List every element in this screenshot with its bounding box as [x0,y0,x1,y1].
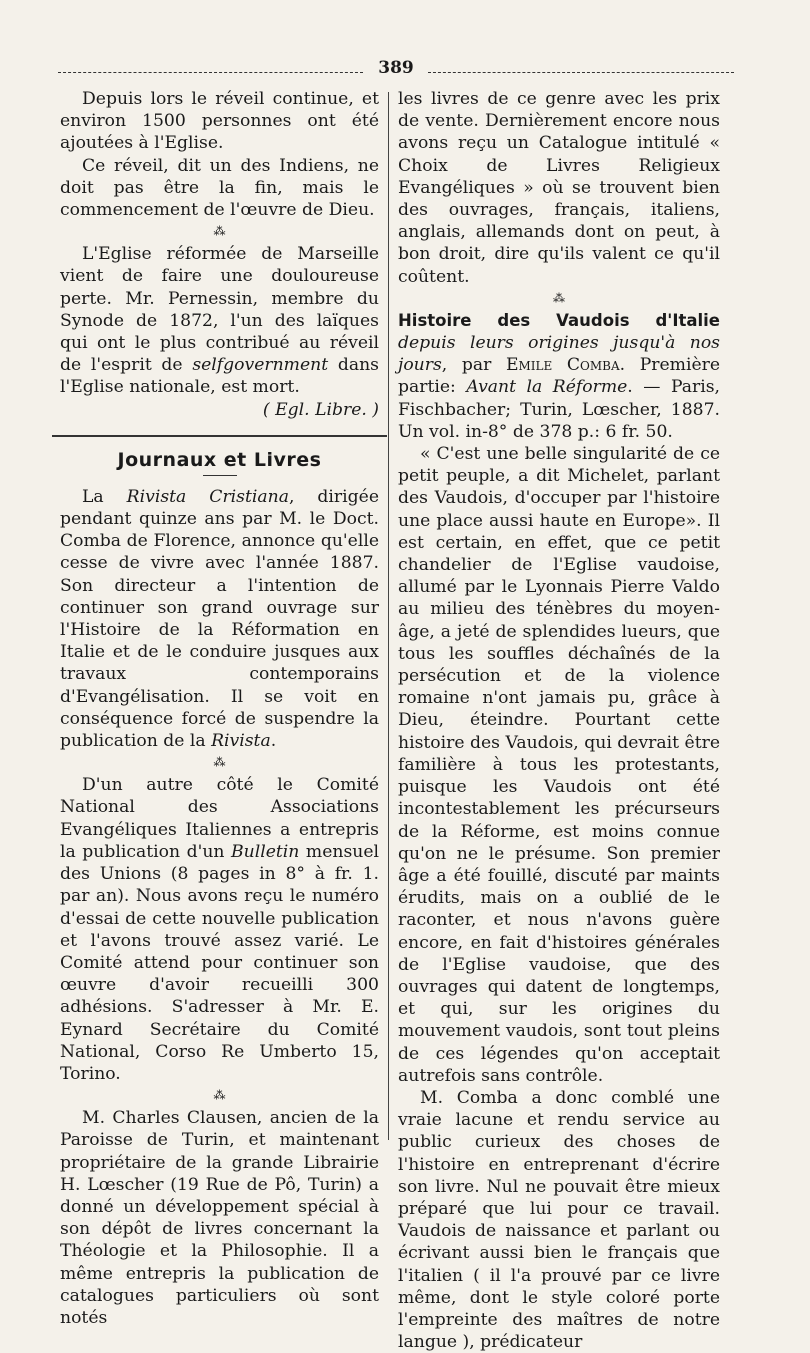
book-title: Histoire des Vaudois d'Italie [398,310,720,330]
text-segment: . [270,731,277,752]
text-segment: L'Eglise réformée de Marseille vient de faire une douloureuse perte. Mr. Pernessin, membre du Synode de 1872, l'un des laïques qui ont le plus contribué au réveil de l'esprit de [60,244,379,376]
text-segment: dans l'Eglise nationale, est mort. [60,355,379,398]
italic-title: Bulletin [231,841,300,862]
title-dash [203,475,237,476]
text-segment: , par [441,355,506,376]
book-subtitle: depuis leurs origines jusqu'à nos jours [398,333,720,376]
paragraph-rivista [60,486,379,752]
paragraph-catalogue: les livres de ce genre avec les prix de vente. Dernièrement encore nous avons reçu un Catalogue intitulé « Choix de Livres Religieux Evangéliques » où se trouvent bien des ouvrages, français, italiens, anglais, allemands dont on peut, à bon droit, dire qu'ils valent ce qu'il coûtent. [398,89,720,287]
header-rule-right [428,72,734,73]
text-segment: . — Paris, Fischbacher; Turin, Lœscher, 1887. Un vol. in-8° de 378 p.: 6 fr. 50. [398,377,721,442]
text-segment: D'un autre côté le Comité National des Associations Evangéliques Italiennes a entrepris la publication d'un [60,775,379,862]
page-header [58,58,734,80]
source-citation: ( Egl. Libre. ) [262,399,379,420]
paragraph-revival: Depuis lors le réveil continue, et environ 1500 personnes ont été ajoutées à l'Eglise. [60,89,379,154]
right-column [398,88,720,1353]
section-stars: ⁂ [213,755,226,770]
paragraph-marseille [60,243,379,398]
book-citation [398,310,720,443]
section-title: Journaux et Livres [117,448,322,471]
book-part: Avant la Réforme [466,377,628,398]
page-number: 389 [378,58,414,78]
text-segment: , dirigée pendant quinze ans par M. le Doct. Comba de Florence, annonce qu'elle cesse de vivre avec l'année 1887. Son directeur a l'intention de continuer son grand ouvrage sur l'Histoire de la Réformation en Italie et de le conduire jusques aux travaux contemporains d'Evangélisation. Il se voit en conséquence forcé de suspendre la publication de la [60,486,379,752]
italic-title: Rivista Cristiana [126,486,289,507]
book-author: Emile Comba [505,355,620,376]
italic-term: selfgovernment [192,355,329,376]
italic-title: Rivista [211,731,271,752]
paragraph-michelet: « C'est une belle singularité de ce petit peuple, a dit Michelet, parlant des Vaudois, d'occuper par l'histoire une place aussi haute en Europe». Il est certain, en effet, que ce petit chandelier de l'Eglise vaudoise, allumé par le Lyonnais Pierre Valdo au milieu des ténèbres du moyen-âge, a jeté de splendides lueurs, que tous les souffles déchaînés de la persécution et de la violence romaine n'ont jamais pu, grâce à Dieu, éteindre. Pourtant cette histoire des Vaudois, qui devrait être familière à tous les protestants, puisque les Vaudois ont été incontestablement les précurseurs de la Réforme, est moins connue qu'on ne le présume. Son premier âge a été fouillé, discuté par maints érudits, mais on a oublié de le raconter, et nous n'avons guère encore, en fait d'histoires générales de l'Eglise vaudoise, que des ouvrages qui datent de longtemps, et qui, sur les origines du mouvement vaudois, sont tout pleins de ces légendes qu'on acceptait autrefois sans contrôle. [398,444,720,1086]
paragraph-bulletin [60,774,379,1085]
header-rule-left [58,72,363,73]
text-segment: mensuel des Unions (8 pages in 8° à fr. 1. par an). Nous avons reçu le numéro d'essai de cette nouvelle publication et l'avons trouvé assez varié. Le Comité attend pour continuer son œuvre d'avoir recueilli 300 adhésions. S'adresser à Mr. E. Eynard Secrétaire du Comité National, Corso Re Umberto 15, Torino. [60,841,380,1084]
section-stars: ⁂ [213,1088,226,1103]
column-divider [388,92,389,1140]
paragraph-indian-quote: Ce réveil, dit un des Indiens, ne doit pas être la fin, mais le commencement de l'œuvre de Dieu. [60,155,379,221]
paragraph-comba: M. Comba a donc comblé une vraie lacune et rendu service au public curieux des choses de l'histoire en entreprenant d'écrire son livre. Nul ne pouvait être mieux préparé que lui pour ce travail. Vaudois de naissance et parlant ou écrivant aussi bien le français que l'italien ( il l'a prouvé par ce livre même, dont le style coloré porte l'empreinte des maîtres de notre langue ), prédicateur [398,1087,720,1353]
section-stars: ⁂ [553,290,565,305]
paragraph-clausen: M. Charles Clausen, ancien de la Paroisse de Turin, et maintenant propriétaire de la grande Librairie H. Lœscher (19 Rue de Pô, Turin) a donné un développement spécial à son dépôt de livres concernant la Théologie et la Philosophie. Il a même entrepris la publication de catalogues particuliers où sont notés [60,1108,379,1328]
section-stars: ⁂ [213,224,226,239]
left-column [60,88,379,1329]
text-segment: . Première partie: [398,355,721,398]
section-rule [52,435,387,437]
text-segment: La [82,486,127,507]
